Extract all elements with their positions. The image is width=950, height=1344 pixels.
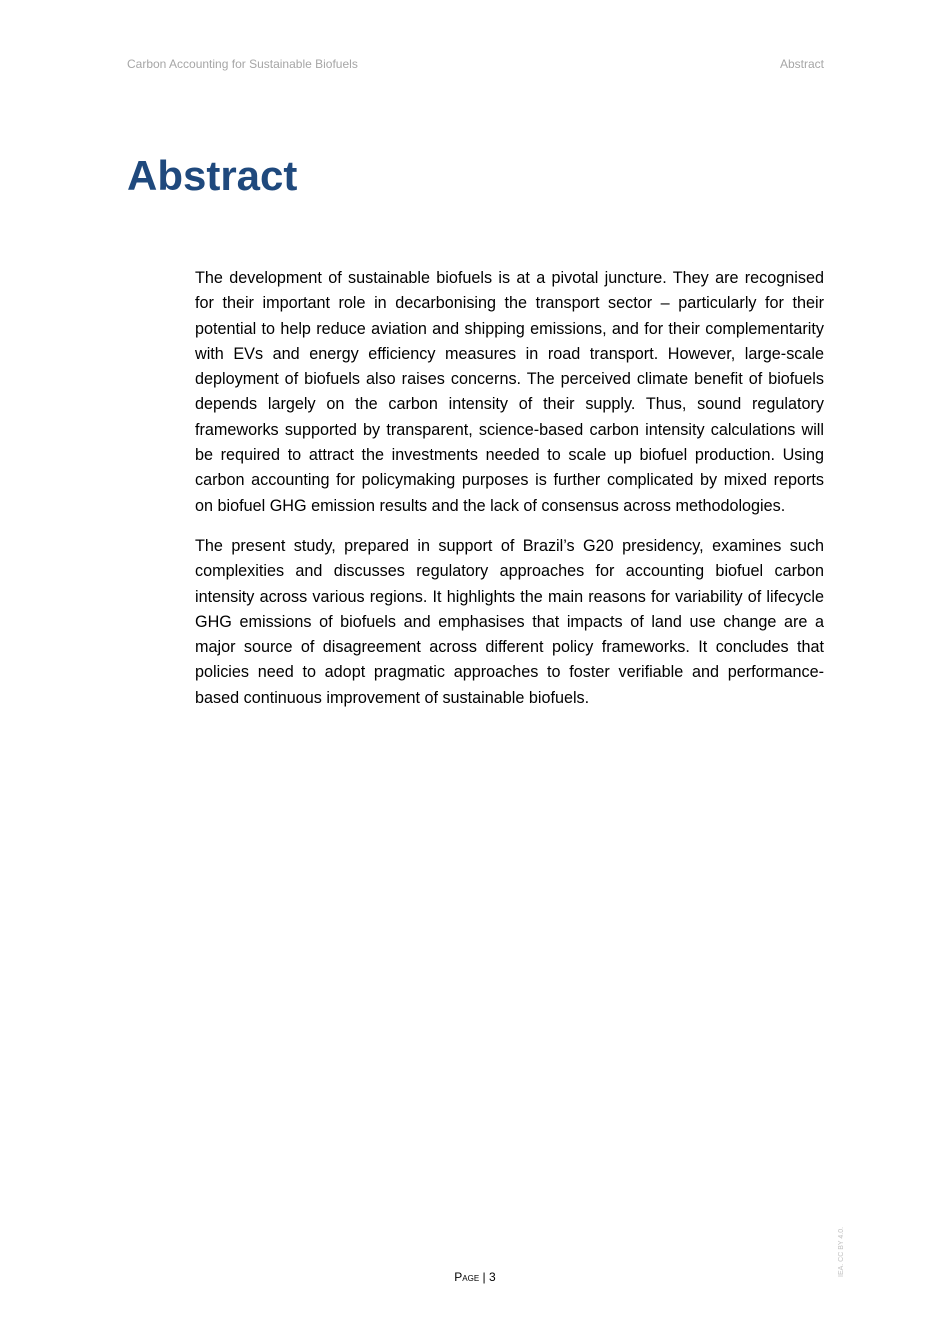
running-header [127,57,824,73]
abstract-paragraph: The development of sustainable biofuels is at a pivotal juncture. They are recognised for their important role in decarbonising the transport sector – particularly for their potential to help reduce aviation and shipping emissions, and for their complementarity with EVs and energy efficiency measures in road transport. However, large-scale deployment of biofuels also raises concerns. The perceived climate benefit of biofuels depends largely on the carbon intensity of their supply. Thus, sound regulatory frameworks supported by transparent, science-based carbon intensity calculations will be required to attract the investments needed to scale up biofuel production. Using carbon accounting for policymaking purposes is further complicated by mixed reports on biofuel GHG emission results and the lack of consensus across methodologies. [195,269,824,515]
license-notice: IEA. CC BY 4.0. [838,1226,845,1277]
page-label: Page [454,1270,480,1284]
page-title: Abstract [127,152,298,199]
page-separator: | [482,1270,486,1284]
abstract-paragraph: The present study, prepared in support of Brazil’s G20 presidency, examines such complexities and discusses regulatory approaches for accounting biofuel carbon intensity across various regions. It highlights the main reasons for variability of lifecycle GHG emissions of biofuels and emphasises that impacts of land use change are a major source of disagreement across different policy frameworks. It concludes that policies need to adopt pragmatic approaches to foster verifiable and performance-based continuous improvement of sustainable biofuels. [195,536,824,707]
header-document-title: Carbon Accounting for Sustainable Biofuels [127,57,358,71]
abstract-body [195,266,824,726]
page-footer [0,1270,950,1284]
page-number: 3 [489,1270,496,1284]
header-section-name: Abstract [779,57,824,71]
